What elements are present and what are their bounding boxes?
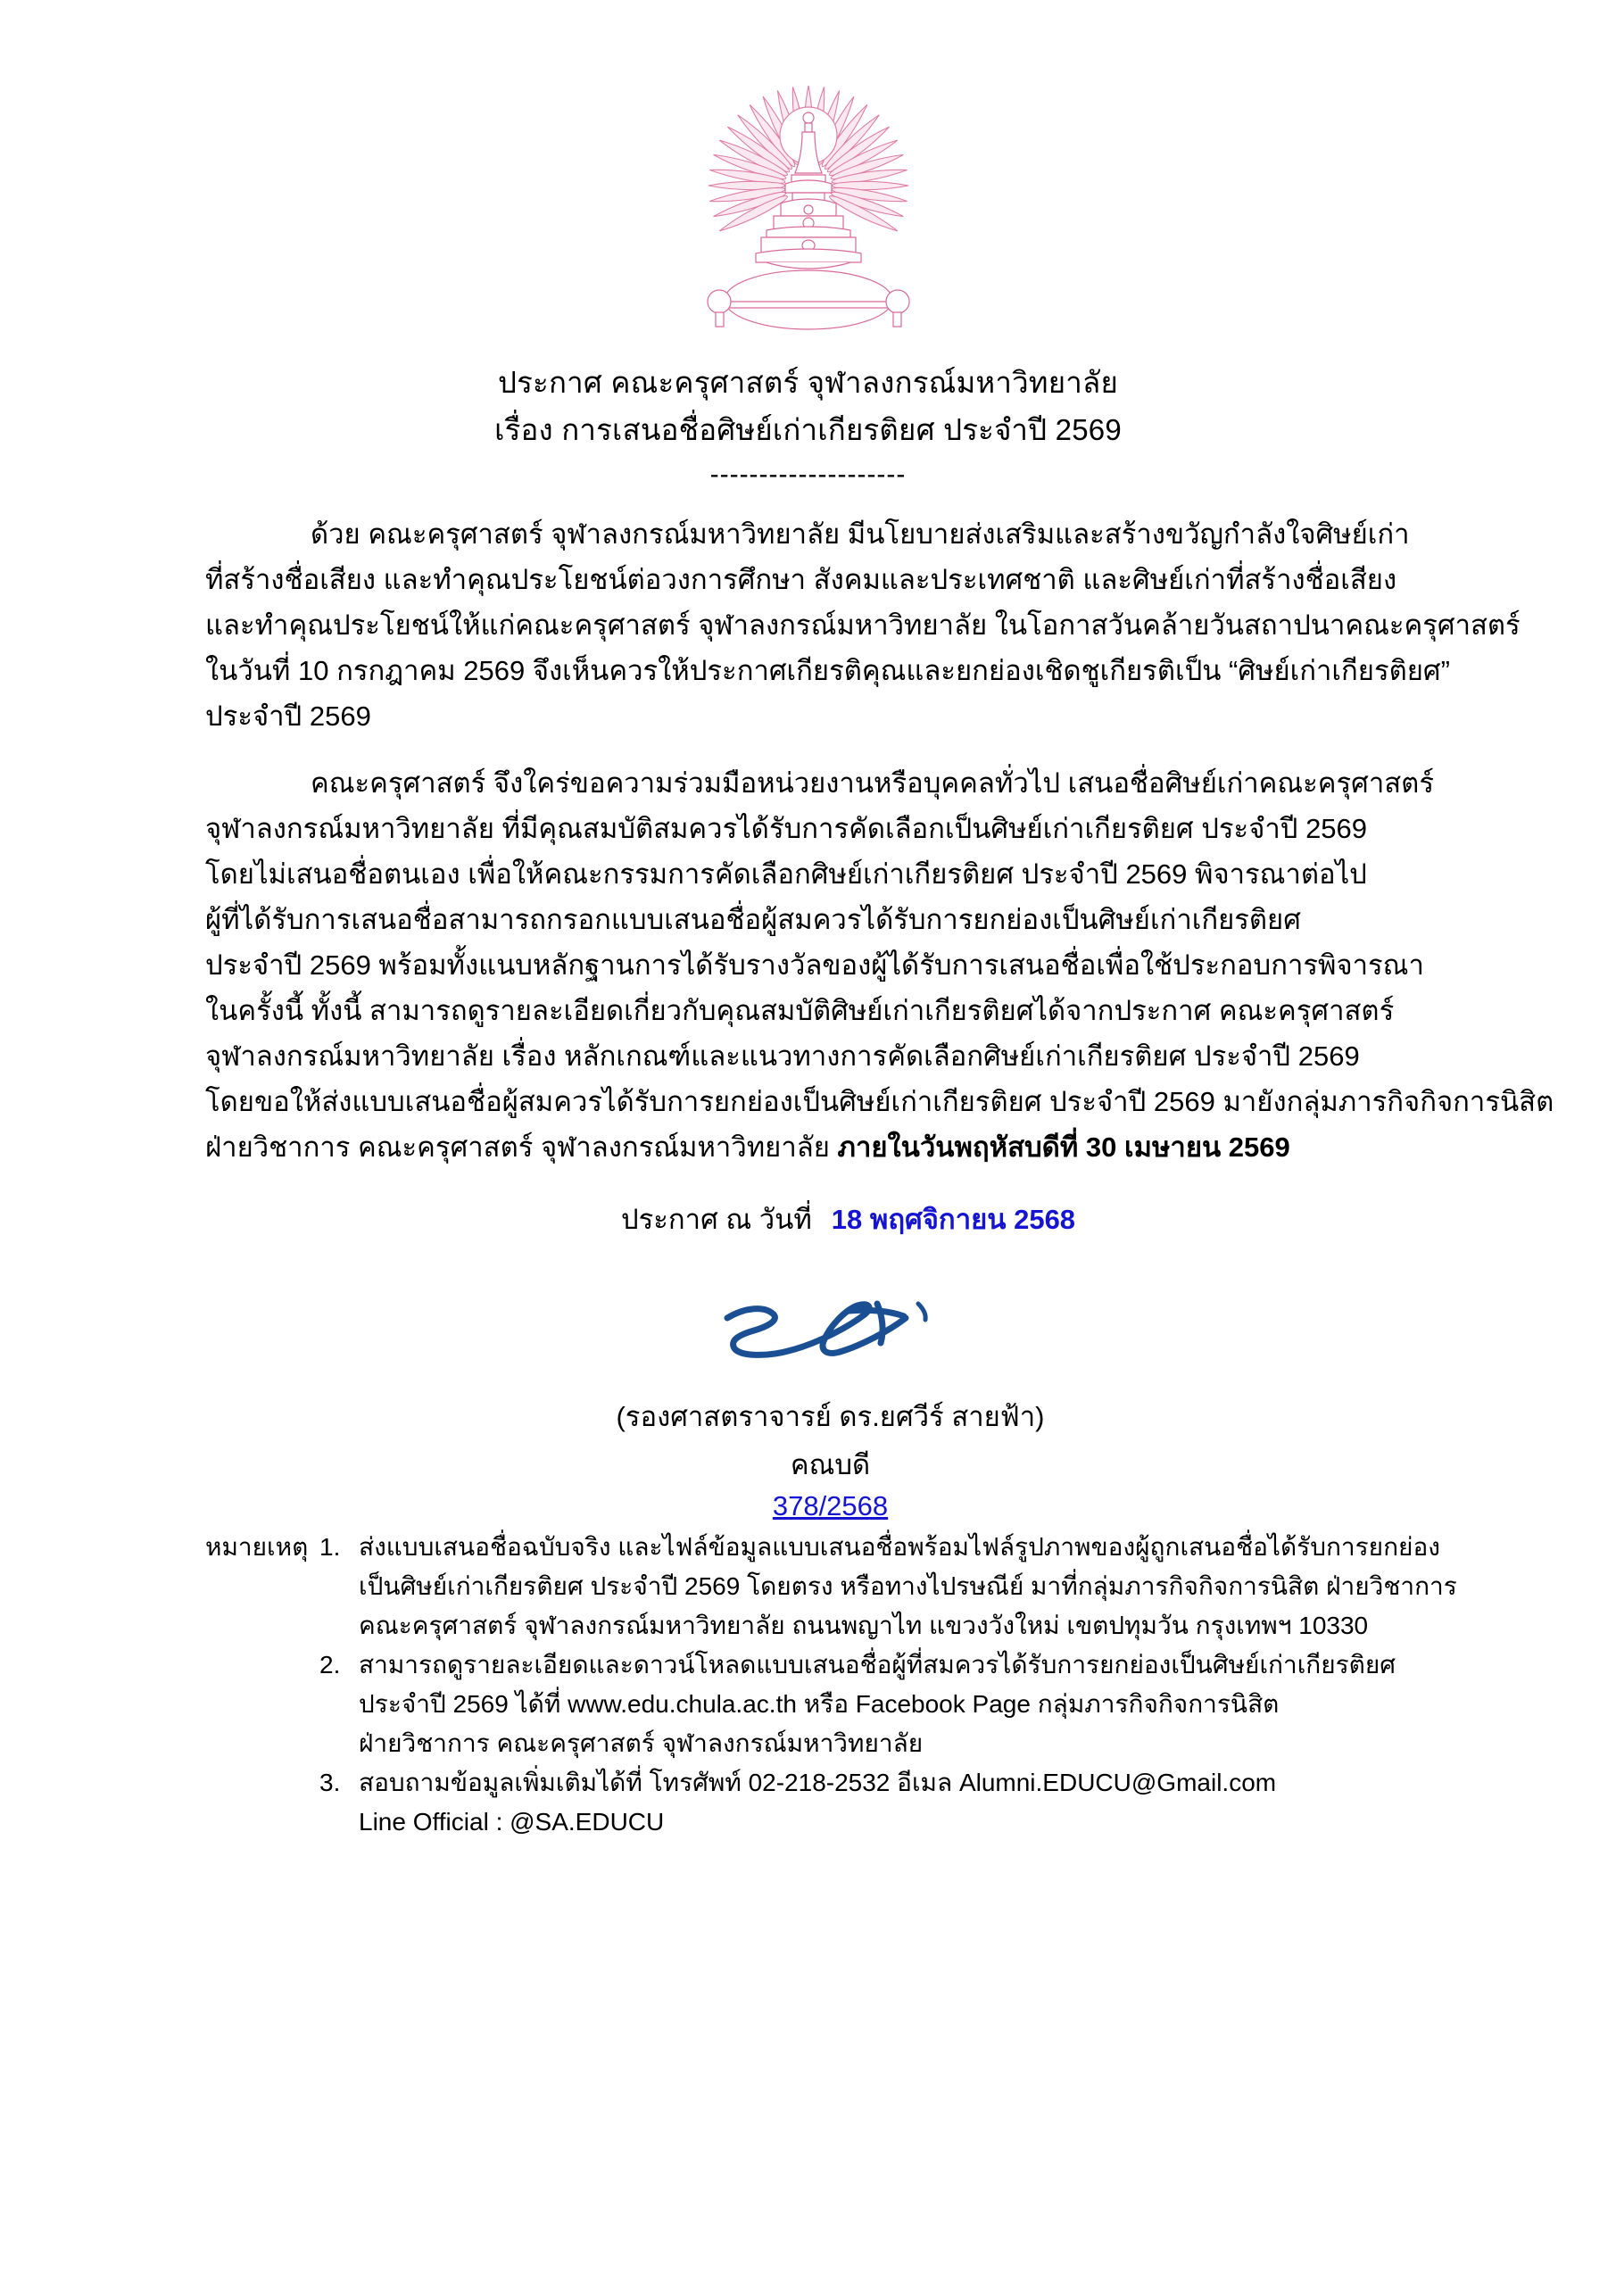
signer-name: (รองศาสตราจารย์ ดร.ยศวีร์ สายฟ้า) xyxy=(616,1400,1045,1432)
announcement-date-label: ประกาศ ณ วันที่ xyxy=(620,1203,812,1235)
deadline-prefix: ฝ่ายวิชาการ คณะครุศาสตร์ จุฬาลงกรณ์มหาวิทยาลัย xyxy=(205,1131,838,1163)
note-number: 3. xyxy=(319,1768,341,1796)
paragraph-1-line-text: ด้วย คณะครุศาสตร์ จุฬาลงกรณ์มหาวิทยาลัย มีนโยบายส่งเสริมและสร้างขวัญกำลังใจศิษย์เก่า xyxy=(311,518,1410,550)
paragraph-2-line: จุฬาลงกรณ์มหาวิทยาลัย เรื่อง หลักเกณฑ์และแนวทางการคัดเลือกศิษย์เก่าเกียรติยศ ประจำปี 2569 xyxy=(205,1040,1360,1072)
paragraph-1-line: ประจำปี 2569 xyxy=(205,700,371,732)
paragraph-2 xyxy=(205,760,1554,1170)
note-number: 2. xyxy=(319,1650,341,1678)
paragraph-1-line: และทำคุณประโยชน์ให้แก่คณะครุศาสตร์ จุฬาลงกรณ์มหาวิทยาลัย ในโอกาสวันคล้ายวันสถาปนาคณะครุศาสตร์ xyxy=(205,609,1521,641)
document-number: 378/2568 xyxy=(772,1489,889,1521)
paragraph-2-line: ประจำปี 2569 พร้อมทั้งแนบหลักฐานการได้รับรางวัลของผู้ได้รับการเสนอชื่อเพื่อใช้ประกอบการพิจารณา xyxy=(205,949,1424,981)
emblem-container xyxy=(205,0,1411,339)
chulalongkorn-university-emblem-icon xyxy=(692,79,925,339)
signer-role: คณบดี xyxy=(790,1448,871,1480)
paragraph-1 xyxy=(205,511,1521,739)
note-line: Line Official : @SA.EDUCU xyxy=(359,1807,665,1836)
paragraph-spacer xyxy=(205,739,1411,760)
title-line-2: เรื่อง การเสนอชื่อศิษย์เก่าเกียรติยศ ประจำปี 2569 xyxy=(494,413,1122,447)
paragraph-1-line: ในวันที่ 10 กรกฎาคม 2569 จึงเห็นควรให้ประกาศเกียรติคุณและยกย่องเชิดชูเกียรติเป็น “ศิษย์เก่าเกียรติยศ” xyxy=(205,654,1450,686)
paragraph-2-line: จุฬาลงกรณ์มหาวิทยาลัย ที่มีคุณสมบัติสมควรได้รับการคัดเลือกเป็นศิษย์เก่าเกียรติยศ ประจำปี 2569 xyxy=(205,812,1368,844)
notes-label: หมายเหตุ xyxy=(205,1532,309,1561)
deadline-date: ภายในวันพฤหัสบดีที่ 30 เมษายน 2569 xyxy=(837,1131,1290,1163)
handwritten-signature-icon xyxy=(715,1291,947,1377)
paragraph-2-line: โดยไม่เสนอชื่อตนเอง เพื่อให้คณะกรรมการคัดเลือกศิษย์เก่าเกียรติยศ ประจำปี 2569 พิจารณาต่อไป xyxy=(205,858,1367,890)
paragraph-2-line: ในครั้งนี้ ทั้งนี้ สามารถดูรายละเอียดเกี่ยวกับคุณสมบัติศิษย์เก่าเกียรติยศได้จากประกาศ คณะครุศาสตร์ xyxy=(205,994,1395,1026)
note-line: สอบถามข้อมูลเพิ่มเติมได้ที่ โทรศัพท์ 02-218-2532 อีเมล Alumni.EDUCU@Gmail.com xyxy=(359,1768,1277,1796)
note-line: ประจำปี 2569 ได้ที่ www.edu.chula.ac.th หรือ Facebook Page กลุ่มภารกิจกิจการนิสิต xyxy=(359,1689,1280,1718)
paragraph-2-line-text: คณะครุศาสตร์ จึงใคร่ขอความร่วมมือหน่วยงานหรือบุคคลทั่วไป เสนอชื่อศิษย์เก่าคณะครุศาสตร์ xyxy=(311,767,1434,799)
paragraph-1-line xyxy=(205,511,1411,557)
paragraph-1-line: ที่สร้างชื่อเสียง และทำคุณประโยชน์ต่อวงการศึกษา สังคมและประเทศชาติ และศิษย์เก่าที่สร้างชื่อเสียง xyxy=(205,563,1397,595)
note-line: ฝ่ายวิชาการ คณะครุศาสตร์ จุฬาลงกรณ์มหาวิทยาลัย xyxy=(359,1728,924,1757)
note-line: สามารถดูรายละเอียดและดาวน์โหลดแบบเสนอชื่อผู้ที่สมควรได้รับการยกย่องเป็นศิษย์เก่าเกียรติยศ xyxy=(359,1650,1396,1678)
paragraph-2-line: โดยขอให้ส่งแบบเสนอชื่อผู้สมควรได้รับการยกย่องเป็นศิษย์เก่าเกียรติยศ ประจำปี 2569 มายังกลุ่มภารกิจกิจการนิสิต xyxy=(205,1085,1554,1117)
note-item xyxy=(205,1528,1457,1645)
paragraph-2-line: ผู้ที่ได้รับการเสนอชื่อสามารถกรอกแบบเสนอชื่อผู้สมควรได้รับการยกย่องเป็นศิษย์เก่าเกียรติยศ xyxy=(205,903,1301,935)
note-item xyxy=(205,1763,1411,1842)
announcement-date-value: 18 พฤศจิกายน 2568 xyxy=(831,1203,1076,1235)
note-item xyxy=(205,1645,1411,1763)
note-line: ส่งแบบเสนอชื่อฉบับจริง และไฟล์ข้อมูลแบบเสนอชื่อพร้อมไฟล์รูปภาพของผู้ถูกเสนอชื่อได้รับการยกย่อง xyxy=(359,1532,1440,1561)
paragraph-2-deadline-line xyxy=(205,1124,1411,1170)
note-number: 1. xyxy=(319,1532,341,1561)
note-line: เป็นศิษย์เก่าเกียรติยศ ประจำปี 2569 โดยตรง หรือทางไปรษณีย์ มาที่กลุ่มภารกิจกิจการนิสิต ฝ่ายวิชาการ xyxy=(359,1571,1457,1600)
note-body xyxy=(359,1528,1457,1645)
title-line-1: ประกาศ คณะครุศาสตร์ จุฬาลงกรณ์มหาวิทยาลัย xyxy=(497,366,1118,399)
notes-section xyxy=(205,1528,1457,1842)
announcement-date-line xyxy=(205,1197,1411,1241)
note-body xyxy=(359,1763,1411,1842)
note-body xyxy=(359,1645,1411,1763)
page-title xyxy=(205,359,1411,454)
signature-block xyxy=(205,1291,1411,1522)
title-divider: -------------------- xyxy=(709,459,907,489)
paragraph-2-line xyxy=(205,760,1434,806)
note-line: คณะครุศาสตร์ จุฬาลงกรณ์มหาวิทยาลัย ถนนพญาไท แขวงวังใหม่ เขตปทุมวัน กรุงเทพฯ 10330 xyxy=(359,1611,1369,1639)
